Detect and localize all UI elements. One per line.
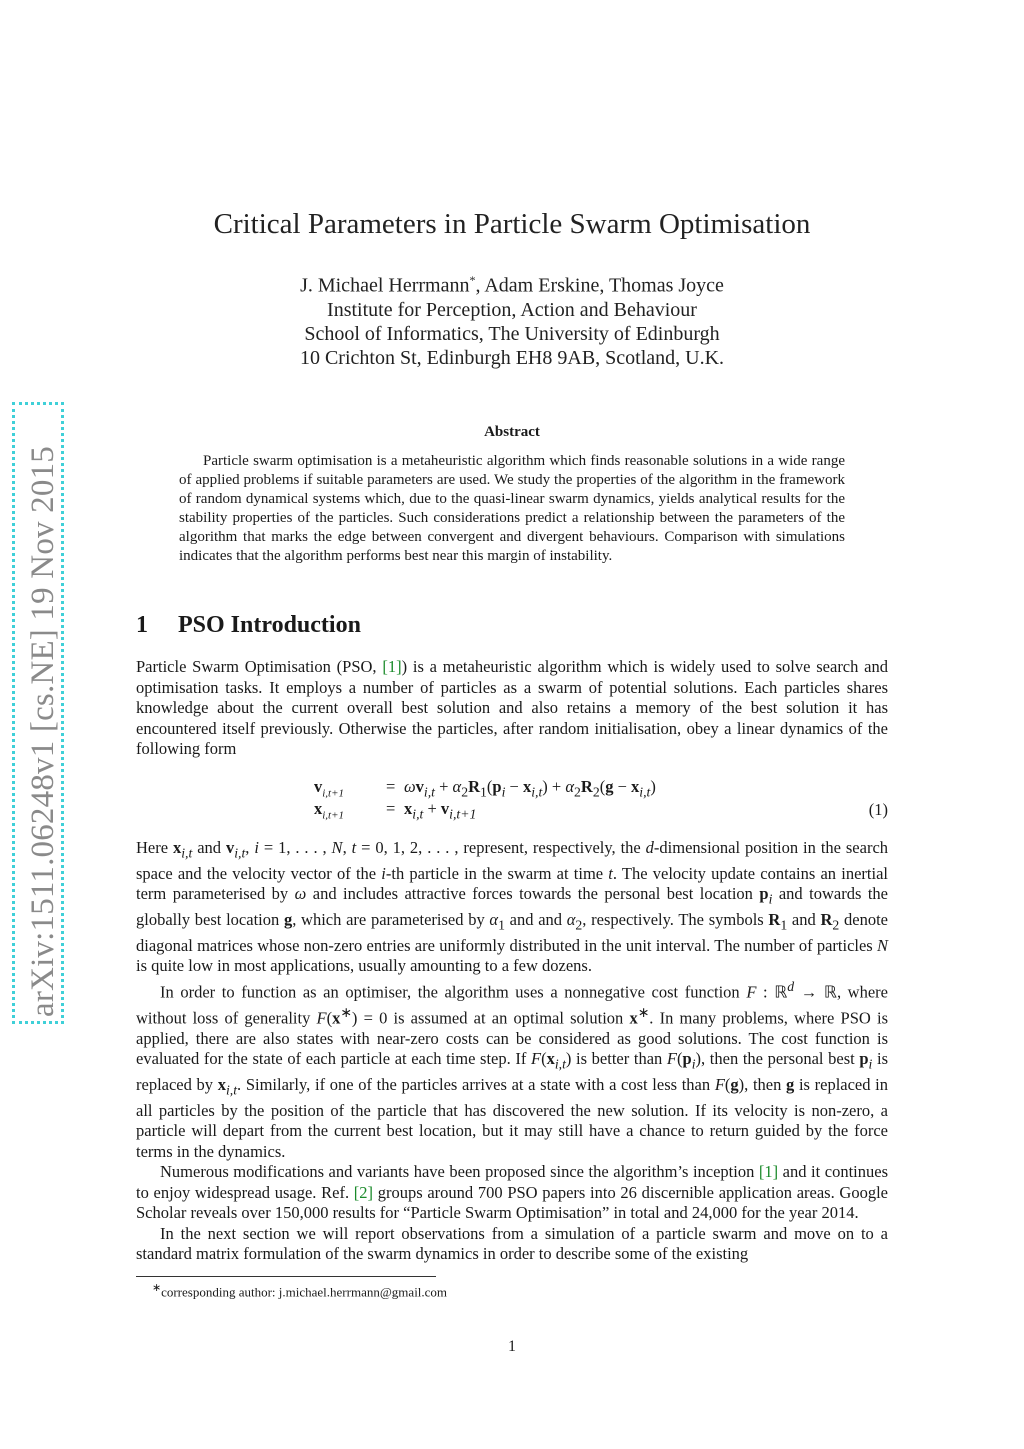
footnote-rule: [136, 1276, 436, 1277]
footnote-text: corresponding author: j.michael.herrmann@gmail.com: [161, 1284, 448, 1300]
abstract-heading: Abstract: [484, 424, 540, 440]
equation-equals: =: [386, 777, 396, 796]
equation-rhs: $\omega v_{i,t} + \alpha_2R_1(p_i - x_{i,t}) + \alpha_2R_2(g - x_{i,t})$: [404, 777, 656, 800]
equation-number: (1): [868, 800, 888, 819]
author-names: [0, 268, 1024, 298]
abstract-text: Particle swarm optimisation is a metaheuristic algorithm which finds reasonable solutions in a wide range of applied problems if suitable parameters are used. We study the properties of the algorithm in the framework of random dynamical systems which, due to the quasi-linear swarm dynamics, yields analytical results for the stability properties of the particles. Such considerations predict a relationship between the parameters of the algorithm that marks the edge between convergent and divergent behaviours. Comparison with simulations indicates that the algorithm performs best near this margin of instability.: [179, 453, 845, 564]
section-title: PSO Introduction: [178, 612, 361, 638]
footnote-mark[interactable]: *: [469, 273, 476, 287]
author-block: [0, 268, 1024, 370]
paragraph-2: Here $x_{i,t}$ and $v_{i,t}$, i = 1, . . . , N, t = 0, 1, 2, . . . , represent, respectively, the d-dimensional position in the search space and the velocity vector of the i-th particle in the swarm at time t. The velocity update contains an inertial term parameterised by ω and includes attractive forces towards the personal best location $p_i$ and towards the globally best location g, which are parameterised by $\alpha_1$ and and $\alpha_2$, respectively. The symbols $R_1$ and $R_2$ denote diagonal matrices whose non-zero entries are uniformly distributed in the unit interval. The number of particles N is quite low in most applications, usually amounting to a few dozens.: [136, 838, 889, 976]
section-heading: [136, 612, 361, 639]
arxiv-identifier: arXiv:1511.06248v1 [cs.NE] 19 Nov 2015: [25, 446, 61, 1017]
paragraph-5: In the next section we will report observations from a simulation of a particle swarm and move on to a standard matrix formulation of the swarm dynamics in order to describe some of the existing: [136, 1223, 888, 1264]
equation-rhs: $x_{i,t} + v_{i,t+1}$: [404, 799, 477, 822]
institute-line: Institute for Perception, Action and Behaviour: [327, 298, 697, 321]
arxiv-stamp[interactable]: [12, 402, 64, 1024]
paragraph-text: and it continues to enjoy widespread usage. Ref.: [136, 1162, 888, 1202]
address-line: 10 Crichton St, Edinburgh EH8 9AB, Scotland, U.K.: [299, 346, 725, 369]
equation-lhs: $v_{i,t+1}$: [314, 777, 345, 800]
paragraph-text: Particle Swarm Optimisation (PSO,: [136, 657, 383, 676]
paragraph-4: [136, 1162, 888, 1224]
section-number: 1: [136, 612, 148, 638]
equation-equals: =: [386, 799, 396, 818]
paragraph-3: In order to function as an optimiser, the algorithm uses a nonnegative cost function F : ℝ$^d$ → ℝ, where without loss of generality F(x∗) = 0 is assumed at an optimal solution x∗. In many problems, where PSO is applied, there are also states with near-zero costs can be considered as good solutions. The cost function is evaluated for the state of each particle at each time step. If $F(x_{i,t})$ is better than $F(p_i)$, then the personal best $p_i$ is replaced by $x_{i,t}$. Similarly, if one of the particles arrives at a state with a cost less than F(g), then g is replaced in all particles by the position of the particle that has discovered the new solution. If its velocity is non-zero, a particle will depart from the current best location, but it may still have a chance to return guided by the force terms in the dynamics.: [136, 978, 889, 1161]
equation-row-position: [136, 799, 888, 821]
paragraph-text: ) is a metaheuristic algorithm which is widely used to solve search and optimisation tasks. It employs a number of particles as a swarm of potential solutions. Each particles shares knowledge about the current overall best solution and also retains a memory of the best solution it has encountered itself previously. Otherwise the particles, after random initialisation, obey a linear dynamics of the following form: [136, 657, 888, 758]
citation-link-1[interactable]: [1]: [758, 1162, 779, 1182]
paragraph-text: Numerous modifications and variants have been proposed since the algorithm’s inception: [160, 1162, 759, 1182]
body-paragraphs: [136, 838, 888, 1265]
citation-link-1[interactable]: [1]: [382, 657, 402, 676]
footnote: [152, 1281, 447, 1300]
paragraph-text: groups around 700 PSO papers into 26 discernible application areas. Google Scholar reveals over 150,000 results for “Particle Swarm Optimisation” in total and 24,000 for the year 2014.: [136, 1182, 888, 1223]
page-number: 1: [508, 1338, 516, 1355]
footnote-mark: ∗: [152, 1282, 162, 1294]
intro-paragraph: [136, 657, 888, 760]
equation-lhs: $x_{i,t+1}$: [314, 799, 345, 822]
school-line: School of Informatics, The University of Edinburgh: [304, 322, 720, 345]
equation-row-velocity: [136, 777, 888, 799]
citation-link-2[interactable]: [2]: [353, 1182, 374, 1202]
paper-title: Critical Parameters in Particle Swarm Optimisation: [213, 208, 811, 240]
coauthor-names: , Adam Erskine, Thomas Joyce: [475, 274, 724, 297]
equation-1: [136, 777, 888, 823]
corresponding-author-name: J. Michael Herrmann: [300, 274, 470, 297]
